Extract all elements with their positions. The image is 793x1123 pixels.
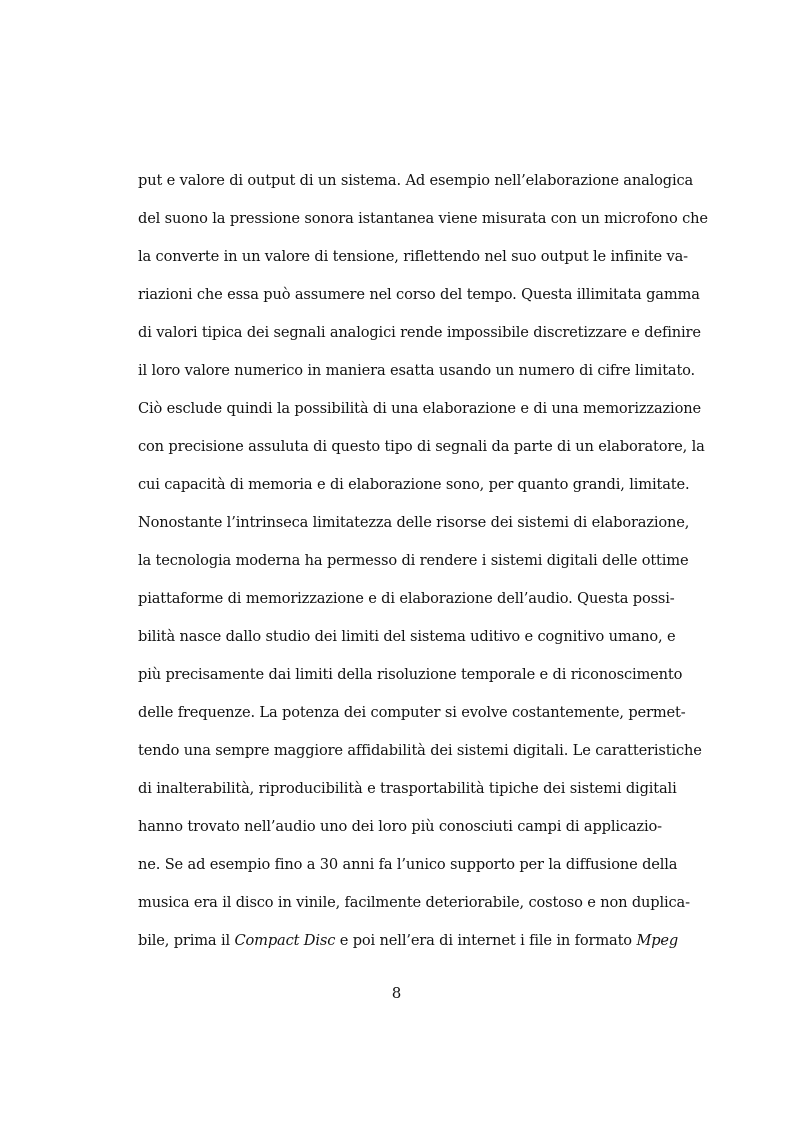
text-line: con precisione assuluta di questo tipo di segnali da parte di un elaboratore, la: [138, 438, 705, 455]
text-line: hanno trovato nell’audio uno dei loro più conosciuti campi di applicazio-: [138, 818, 662, 835]
text-segment: bile, prima il: [138, 932, 230, 949]
text-line: di inalterabilità, riproducibilità e trasportabilità tipiche dei sistemi digitali: [138, 780, 677, 797]
text-line: Ciò esclude quindi la possibilità di una elaborazione e di una memorizzazione: [138, 400, 701, 417]
italic-term-compact-disc: Compact Disc: [234, 932, 336, 949]
text-line: bilità nasce dallo studio dei limiti del sistema uditivo e cognitivo umano, e: [138, 628, 676, 645]
text-line: la tecnologia moderna ha permesso di rendere i sistemi digitali delle ottime: [138, 552, 689, 569]
text-line: tendo una sempre maggiore affidabilità dei sistemi digitali. Le caratteristiche: [138, 742, 702, 759]
text-line: più precisamente dai limiti della risoluzione temporale e di riconoscimento: [138, 666, 683, 683]
text-line: del suono la pressione sonora istantanea viene misurata con un microfono che: [138, 210, 708, 227]
text-line: riazioni che essa può assumere nel corso del tempo. Questa illimitata gamma: [138, 286, 700, 303]
text-line: put e valore di output di un sistema. Ad esempio nell’elaborazione analogica: [138, 172, 694, 189]
text-line: ne. Se ad esempio fino a 30 anni fa l’unico supporto per la diffusione della: [138, 856, 678, 873]
text-line: la converte in un valore di tensione, riflettendo nel suo output le infinite va-: [138, 248, 688, 265]
text-line: musica era il disco in vinile, facilmente deteriorabile, costoso e non duplica-: [138, 894, 690, 911]
text-line: il loro valore numerico in maniera esatta usando un numero di cifre limitato.: [138, 362, 696, 379]
text-line: piattaforme di memorizzazione e di elaborazione dell’audio. Questa possi-: [138, 590, 675, 607]
text-line-last: [138, 930, 679, 952]
text-segment: e poi nell’era di internet i file in formato: [339, 932, 632, 949]
text-line: delle frequenze. La potenza dei computer si evolve costantemente, permet-: [138, 704, 686, 721]
italic-term-mpeg: Mpeg: [636, 932, 679, 949]
text-line: Nonostante l’intrinseca limitatezza delle risorse dei sistemi di elaborazione,: [138, 514, 690, 531]
text-line: di valori tipica dei segnali analogici rende impossibile discretizzare e definire: [138, 324, 701, 341]
text-line: cui capacità di memoria e di elaborazione sono, per quanto grandi, limitate.: [138, 476, 690, 493]
page-number: 8: [391, 984, 402, 1002]
